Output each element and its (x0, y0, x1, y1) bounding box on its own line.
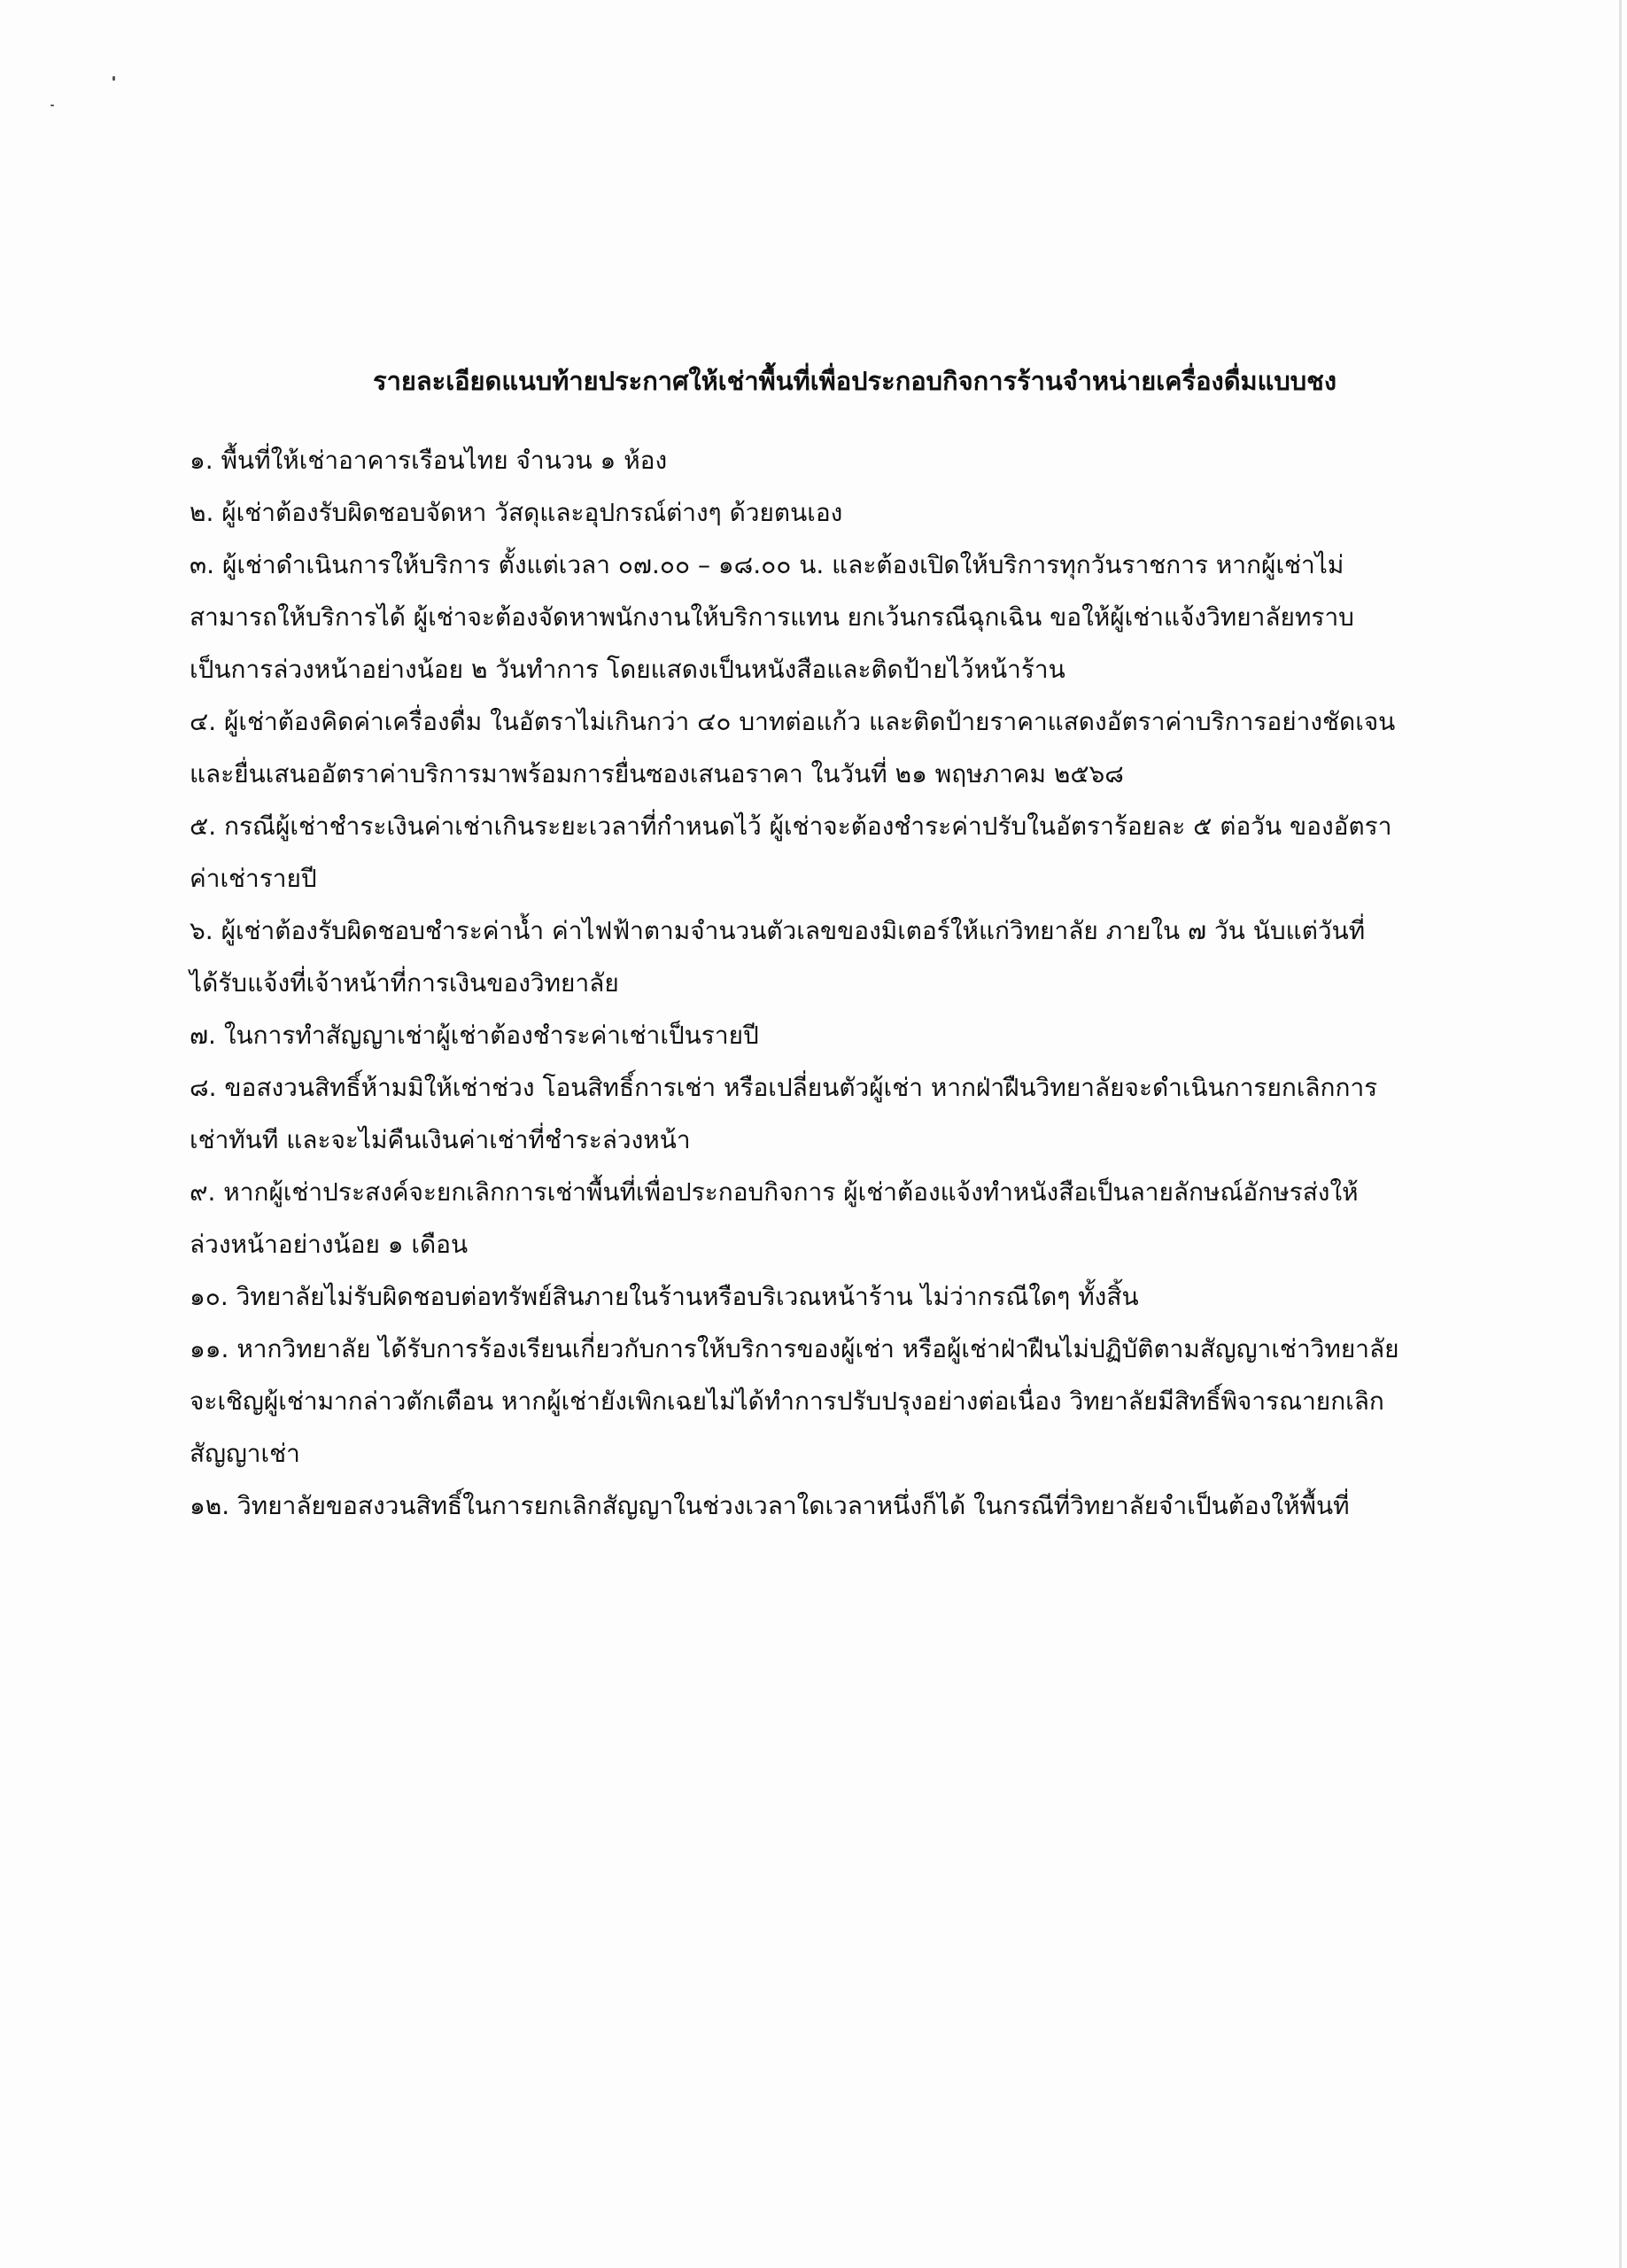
item-line: ๓. ผู้เช่าดำเนินการให้บริการ ตั้งแต่เวลา ๐๗.๐๐ – ๑๘.๐๐ น. และต้องเปิดให้บริการทุกวันราชการ หากผู้เช่าไม่ (190, 550, 1344, 579)
list-item (190, 434, 1487, 486)
list-item (190, 905, 1487, 1009)
item-line: ๖. ผู้เช่าต้องรับผิดชอบชำระค่าน้ำ ค่าไฟฟ้าตามจำนวนตัวเลขของมิเตอร์ให้แก่วิทยาลัย ภายใน ๗ วัน นับแต่วันที่ (190, 916, 1366, 945)
list-item (190, 1270, 1487, 1323)
item-line: ๑๑. หากวิทยาลัย ได้รับการร้องเรียนเกี่ยวกับการให้บริการของผู้เช่า หรือผู้เช่าฝ่าฝืนไม่ปฏิบัติตามสัญญาเช่าวิทยาลัย (190, 1334, 1399, 1363)
item-line: จะเชิญผู้เช่ามากล่าวตักเตือน หากผู้เช่ายังเพิกเฉยไม่ได้ทำการปรับปรุงอย่างต่อเนื่อง วิทยาลัยมีสิทธิ์พิจารณายกเลิก (190, 1386, 1384, 1416)
list-item (190, 1480, 1487, 1532)
item-line: สามารถให้บริการได้ ผู้เช่าจะต้องจัดหาพนักงานให้บริการแทน ยกเว้นกรณีฉุกเฉิน ขอให้ผู้เช่าแจ้งวิทยาลัยทราบ (190, 602, 1354, 632)
document-title: รายละเอียดแนบท้ายประกาศให้เช่าพื้นที่เพื่อประกอบกิจการร้านจำหน่ายเครื่องดื่มแบบชง (373, 366, 1336, 396)
item-line: เป็นการล่วงหน้าอย่างน้อย ๒ วันทำการ โดยแสดงเป็นหนังสือและติดป้ายไว้หน้าร้าน (190, 655, 1065, 684)
list-item (190, 800, 1487, 905)
item-line: ๒. ผู้เช่าต้องรับผิดชอบจัดหา วัสดุและอุปกรณ์ต่างๆ ด้วยตนเอง (190, 498, 843, 527)
item-line: ล่วงหน้าอย่างน้อย ๑ เดือน (190, 1230, 469, 1259)
list-item (190, 695, 1487, 800)
scan-edge (1619, 0, 1622, 2268)
list-item (190, 1009, 1487, 1061)
list-item (190, 539, 1487, 695)
item-line: ค่าเช่ารายปี (190, 864, 317, 893)
item-line: ๑๒. วิทยาลัยขอสงวนสิทธิ์ในการยกเลิกสัญญาในช่วงเวลาใดเวลาหนึ่งก็ได้ ในกรณีที่วิทยาลัยจำเป็นต้องให้พื้นที่ (190, 1491, 1350, 1520)
item-line: ๙. หากผู้เช่าประสงค์จะยกเลิกการเช่าพื้นที่เพื่อประกอบกิจการ ผู้เช่าต้องแจ้งทำหนังสือเป็นลายลักษณ์อักษรส่งให้ (190, 1177, 1359, 1207)
item-line: ๔. ผู้เช่าต้องคิดค่าเครื่องดื่ม ในอัตราไม่เกินกว่า ๔๐ บาทต่อแก้ว และติดป้ายราคาแสดงอัตราค่าบริการอย่างชัดเจน (190, 707, 1396, 736)
list-item (190, 1323, 1487, 1480)
scan-speck (50, 105, 54, 106)
terms-list (190, 434, 1487, 1532)
item-line: สัญญาเช่า (190, 1439, 300, 1468)
item-line: เช่าทันที และจะไม่คืนเงินค่าเช่าที่ชำระล่วงหน้า (190, 1125, 691, 1154)
item-line: ได้รับแจ้งที่เจ้าหน้าที่การเงินของวิทยาลัย (190, 968, 619, 998)
item-line: ๗. ในการทำสัญญาเช่าผู้เช่าต้องชำระค่าเช่าเป็นรายปี (190, 1021, 759, 1050)
list-item (190, 1061, 1487, 1166)
item-line: ๘. ขอสงวนสิทธิ์ห้ามมิให้เช่าช่วง โอนสิทธิ์การเช่า หรือเปลี่ยนตัวผู้เช่า หากฝ่าฝืนวิทยาลัยจะดำเนินการยกเลิกการ (190, 1073, 1378, 1102)
list-item (190, 486, 1487, 539)
list-item (190, 1166, 1487, 1270)
item-line: และยื่นเสนออัตราค่าบริการมาพร้อมการยื่นซองเสนอราคา ในวันที่ ๒๑ พฤษภาคม ๒๕๖๘ (190, 759, 1124, 788)
item-line: ๑๐. วิทยาลัยไม่รับผิดชอบต่อทรัพย์สินภายในร้านหรือบริเวณหน้าร้าน ไม่ว่ากรณีใดๆ ทั้งสิ้น (190, 1282, 1139, 1311)
scan-speck (112, 76, 115, 81)
item-line: ๑. พื้นที่ให้เช่าอาคารเรือนไทย จำนวน ๑ ห้อง (190, 446, 668, 475)
item-line: ๕. กรณีผู้เช่าชำระเงินค่าเช่าเกินระยะเวลาที่กำหนดไว้ ผู้เช่าจะต้องชำระค่าปรับในอัตราร้อยละ ๕ ต่อวัน ของอัตรา (190, 812, 1392, 841)
